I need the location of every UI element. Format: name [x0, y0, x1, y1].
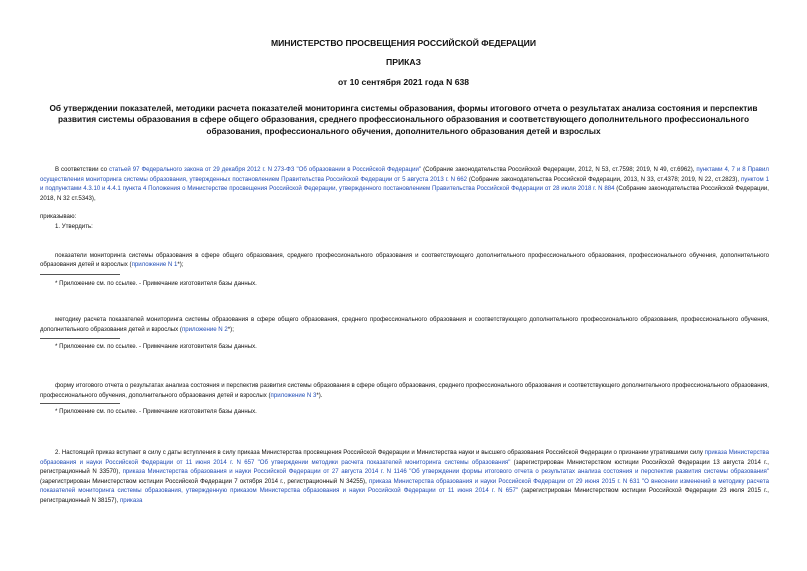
- appendix-3-link[interactable]: приложение N 3: [270, 391, 317, 399]
- item-1-heading: 1. Утвердить:: [55, 222, 93, 230]
- item-2-paragraph: 2. Настоящий приказ вступает в силу с даты вступления в силу приказа Министерства просвещения Российской Федерации и Министерства науки и высшего образования Российской Федерации о признании утратившими силу приказа Министерства образования и науки Российской Федерации от 11 июня 2014 г. N 657 "Об утверждении методики расчета показателей мониторинга системы образования" (зарегистрирован Министерством юстиции Российской Федерации 13 августа 2014 г., регистрационный N 33570), приказа Министерства образования и науки Российской Федерации от 27 августа 2014 г. N 1146 "Об утверждении формы итогового отчета о результатах анализа состояния и перспектив развития системы образования" (зарегистрирован Министерством юстиции Российской Федерации 7 октября 2014 г., регистрационный N 34255), приказа Министерства образования и науки Российской Федерации от 29 июня 2015 г. N 631 "О внесении изменений в методику расчета показателей мониторинга системы образования, утвержденную приказом Министерства образования и науки Российской Федерации от 11 июня 2014 г. N 657" (зарегистрирован Министерством юстиции Российской Федерации 23 июля 2015 г., регистрационный N 38157), приказа: [40, 448, 770, 504]
- footnote-1: * Приложение см. по ссылке. - Примечание изготовителя базы данных.: [55, 279, 257, 287]
- footnote-divider: [40, 274, 120, 275]
- ministry-regulation-link[interactable]: пунктом 1 и подпунктами 4.3.10 и 4.4.1 пункта 4 Положения о Министерстве просвещения Российской Федерации, утвержденного постановлением Правительства Российской Федерации от 28 июля 2018 г. N 884: [40, 175, 769, 193]
- footnote-3: * Приложение см. по ссылке. - Примечание изготовителя базы данных.: [55, 408, 257, 416]
- ministry-name: МИНИСТЕРСТВО ПРОСВЕЩЕНИЯ РОССИЙСКОЙ ФЕДЕРАЦИИ: [270, 38, 537, 48]
- monitoring-rules-link[interactable]: пунктами 4, 7 и 8 Правил осуществления мониторинга системы образования, утвержденных постановлением Правительства Российской Федерации от 5 августа 2013 г. N 662: [40, 166, 769, 183]
- law-273-link[interactable]: статьей 97 Федерального закона от 29 декабря 2012 г. N 273-ФЗ "Об образовании в Российской Федерации": [108, 166, 422, 173]
- document-title: Об утверждении показателей, методики расчета показателей мониторинга системы образования, формы итогового отчета о результатах анализа состояния и перспектив развития системы образования в сфере общего образования, среднего профессионального образования и соответствующего дополнительного профессионального образования, профессионального обучения, дополнительного образования детей и взрослых: [49, 103, 758, 136]
- appendix-1-link[interactable]: приложение N 1: [131, 261, 178, 269]
- approval-item-1: показатели мониторинга системы образования в сфере общего образования, среднего профессионального образования и соответствующего дополнительного профессионального образования, профессионального обучения, дополнительного образования детей и взрослых (приложение N 1*);: [40, 251, 769, 269]
- order-1146-link[interactable]: приказа Министерства образования и науки Российской Федерации от 27 августа 2014 г. N 1146 "Об утверждении формы итогового отчета о результатах анализа состояния и перспектив развития системы образования": [122, 468, 769, 476]
- footnote-divider: [40, 403, 120, 404]
- document-type: ПРИКАЗ: [386, 57, 421, 67]
- order-657-link[interactable]: приказа Министерства образования и науки Российской Федерации от 11 июня 2014 г. N 657 "Об утверждении методики расчета показателей мониторинга системы образования": [40, 448, 769, 466]
- document-body: [40, 165, 769, 505]
- footnote-2: * Приложение см. по ссылке. - Примечание изготовителя базы данных.: [55, 342, 257, 350]
- order-next-link[interactable]: приказа: [119, 496, 143, 504]
- approval-item-3: форму итогового отчета о результатах анализа состояния и перспектив развития системы образования в сфере общего образования, среднего профессионального образования и соответствующего дополнительного профессионального образования, профессионального обучения, дополнительного образования детей и взрослых (приложение N 3*).: [40, 382, 769, 399]
- footnote-divider: [40, 338, 120, 339]
- approval-item-2: методику расчета показателей мониторинга системы образования в сфере общего образования, среднего профессионального образования и соответствующего дополнительного профессионального образования, профессионального обучения, дополнительного образования детей и взрослых (приложение N 2*);: [40, 316, 769, 333]
- appendix-2-link[interactable]: приложение N 2: [181, 325, 228, 333]
- document-date-number: от 10 сентября 2021 года N 638: [337, 77, 470, 87]
- preamble-paragraph: В соответствии со статьей 97 Федерального закона от 29 декабря 2012 г. N 273-ФЗ "Об образовании в Российской Федерации" (Собрание законодательства Российской Федерации, 2012, N 53, ст.7598; 2019, N 49, ст.6962), пунктами 4, 7 и 8 Правил осуществления мониторинга системы образования, утвержденных постановлением Правительства Российской Федерации от 5 августа 2013 г. N 662 (Собрание законодательства Российской Федерации, 2013, N 33, ст.4378; 2019, N 22, ст.2823), пунктом 1 и подпунктами 4.3.10 и 4.4.1 пункта 4 Положения о Министерстве просвещения Российской Федерации, утвержденного постановлением Правительства Российской Федерации от 28 июля 2018 г. N 884 (Собрание законодательства Российской Федерации, 2018, N 32 ст.5343),: [40, 166, 769, 202]
- order-631-link[interactable]: приказа Министерства образования и науки Российской Федерации от 29 июня 2015 г. N 631 "О внесении изменений в методику расчета показателей мониторинга системы образования, утвержденную приказом Министерства образования и науки Российской Федерации от 11 июня 2014 г. N 657": [40, 477, 769, 495]
- orders-line: приказываю:: [40, 213, 77, 221]
